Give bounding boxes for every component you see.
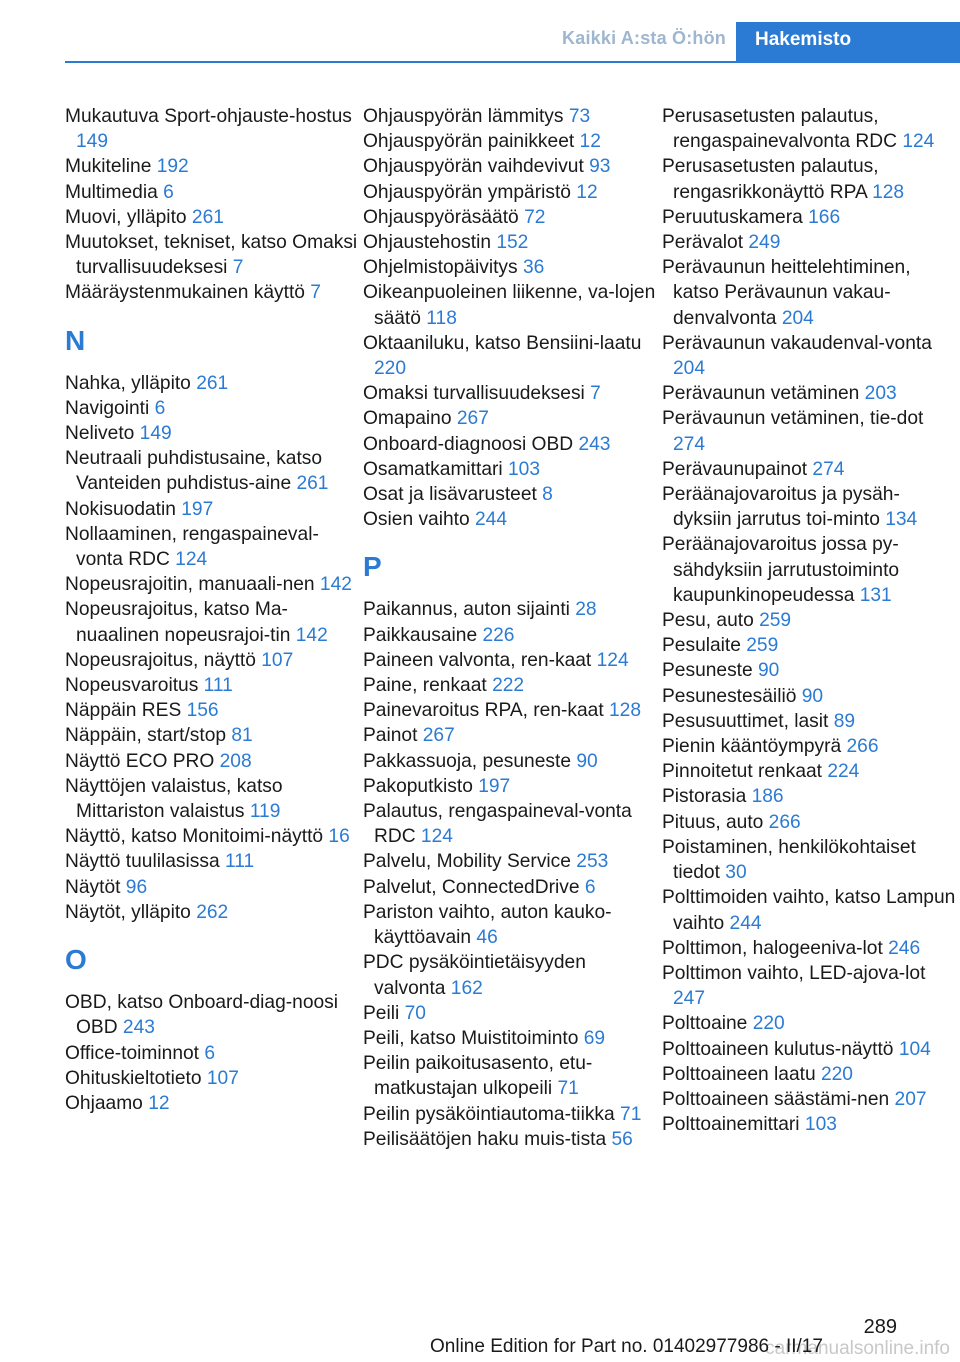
page-link[interactable]: 261 (296, 473, 329, 495)
page-link[interactable]: 103 (508, 458, 541, 480)
page-link[interactable]: 70 (404, 1002, 426, 1024)
index-entry (363, 457, 658, 482)
entry-term: Osamatkamittari (363, 458, 509, 480)
entry-term: Näppäin RES (65, 700, 187, 722)
page-number: 289 (863, 1316, 897, 1338)
index-entry (65, 421, 360, 446)
entry-term: PDC pysäköintietäisyyden valvonta (363, 952, 586, 999)
page-link[interactable]: 72 (524, 206, 546, 228)
index-entry (65, 497, 360, 522)
index-entry (662, 1062, 957, 1087)
index-entry (363, 698, 658, 723)
page-link[interactable]: 203 (864, 383, 897, 405)
entry-term: Ohjauspyöräsäätö (363, 206, 525, 228)
entry-term: Mukautuva Sport-ohjauste-hostus (65, 106, 352, 127)
page-link[interactable]: 142 (319, 574, 352, 596)
page-link[interactable]: 192 (156, 156, 189, 178)
entry-term: Määräystenmukainen käyttö (65, 282, 311, 304)
entry-term: Ohjelmistopäivitys (363, 257, 523, 279)
page-link[interactable]: 197 (478, 775, 511, 797)
entry-term: Peili, katso Muistitoiminto (363, 1027, 584, 1049)
entry-term: Polttoaineen säästämi-nen (662, 1088, 895, 1110)
entry-term: Office-toiminnot (65, 1042, 205, 1064)
entry-term: Polttimon, halogeeniva-lot (662, 937, 889, 959)
entry-term: Peräänajovaroitus jossa py-sähdyksiin jarrutustoiminto kaupunkinopeudessa (662, 534, 900, 606)
entry-term: Polttoainemittari (662, 1114, 805, 1136)
section-letter: O (65, 944, 87, 976)
index-entry (363, 406, 658, 431)
entry-term: Muutokset, tekniset, katso Omaksi turvallisuudeksesi (65, 232, 358, 279)
page-link[interactable]: 118 (426, 307, 457, 329)
index-entry (65, 723, 360, 748)
entry-term: Perävaunun vetäminen, tie-dot (662, 408, 924, 430)
page-link[interactable]: 204 (781, 307, 814, 329)
index-entry (363, 280, 658, 330)
page-link[interactable]: 243 (122, 1017, 155, 1039)
index-entry (363, 849, 658, 874)
index-entry (65, 280, 360, 305)
index-entry (662, 835, 957, 885)
index-entry (662, 230, 957, 255)
page-link[interactable]: 6 (584, 876, 596, 898)
page-link[interactable]: 89 (833, 710, 856, 732)
page-link[interactable]: 152 (496, 232, 529, 254)
entry-term: Nopeusrajoitin, manuaali-nen (65, 574, 320, 596)
page-link[interactable]: 262 (196, 901, 229, 923)
entry-term: Nokisuodatin (65, 498, 182, 520)
index-entry (363, 774, 658, 799)
index-entry (662, 734, 957, 759)
entry-term: Peruutuskamera (662, 206, 809, 228)
entry-term: Oktaaniluku, katso Bensiini-laatu (363, 332, 642, 354)
entry-term: Polttimoiden vaihto, katso Lampun vaihto (662, 887, 956, 934)
page-link[interactable]: 71 (620, 1103, 642, 1125)
page-link[interactable]: 111 (203, 675, 233, 697)
entry-term: Pesunestesäiliö (662, 685, 802, 707)
page-link[interactable]: 224 (827, 761, 860, 783)
header-rule (65, 61, 960, 63)
page-link[interactable]: 16 (328, 826, 350, 848)
index-entry (662, 482, 957, 532)
index-entry (65, 1066, 360, 1091)
index-entry (65, 774, 360, 824)
page-link[interactable]: 7 (590, 383, 601, 405)
entry-term: Ohjauspyörän lämmitys (363, 106, 569, 127)
entry-term: Pesu, auto (662, 610, 760, 632)
index-column-3 (662, 104, 957, 1137)
page-link[interactable]: 36 (522, 257, 545, 279)
page-link[interactable]: 107 (206, 1067, 239, 1089)
entry-term: Painevaroitus RPA, ren-kaat (363, 700, 609, 722)
index-entry (65, 824, 360, 849)
entry-term: Perävaunun heittelehtiminen, katso Perävaunun vakau-denvalvonta (662, 257, 911, 329)
entry-term: Ohjauspyörän ympäristö (363, 181, 577, 203)
page-link[interactable]: 253 (576, 851, 609, 873)
index-entry (662, 784, 957, 809)
section-letter: P (363, 551, 382, 583)
index-entry (65, 522, 360, 572)
index-entry (65, 572, 360, 597)
entry-term: Ohjauspyörän painikkeet (363, 131, 580, 153)
entry-term: Paikannus, auton sijainti (363, 599, 576, 621)
page-link[interactable]: 8 (542, 484, 553, 506)
index-entry (363, 205, 658, 230)
index-entry (662, 759, 957, 784)
entry-term: Pienin kääntöympyrä (662, 736, 847, 758)
page-link[interactable]: 261 (196, 372, 229, 394)
page-link[interactable]: 12 (576, 181, 598, 203)
entry-term: Osat ja lisävarusteet (363, 484, 543, 506)
page-link[interactable]: 90 (801, 685, 824, 707)
entry-term: Paineen valvonta, ren-kaat (363, 649, 597, 671)
page-link[interactable]: 104 (898, 1038, 931, 1060)
entry-term: Ohjaamo (65, 1092, 149, 1114)
entry-term: Polttoaineen laatu (662, 1063, 821, 1085)
index-entry (65, 698, 360, 723)
page-link[interactable]: 111 (224, 851, 255, 873)
page-link[interactable]: 259 (746, 635, 779, 657)
entry-term: Näppäin, start/stop (65, 725, 232, 747)
index-column-2 (363, 104, 658, 1152)
entry-term: Perusasetusten palautus, rengaspainevalvonta RDC (662, 106, 903, 153)
entry-term: Palvelut, ConnectedDrive (363, 876, 585, 898)
index-entry (662, 1087, 957, 1112)
entry-term: Nahka, ylläpito (65, 372, 197, 394)
page-link[interactable]: 7 (310, 282, 321, 304)
entry-term: Peilisäätöjen haku muis-tista (363, 1128, 612, 1150)
page-link[interactable]: 244 (729, 912, 762, 934)
entry-term: Neliveto (65, 423, 140, 445)
index-entry (662, 255, 957, 331)
page-link[interactable]: 81 (231, 725, 253, 747)
entry-term: Omaksi turvallisuudeksesi (363, 383, 591, 405)
entry-term: Peräänajovaroitus ja pysäh-dyksiin jarrutus toi-minto (662, 484, 900, 531)
entry-term: Näyttöjen valaistus, katso Mittariston valaistus (65, 775, 283, 823)
index-entry (363, 648, 658, 673)
entry-term: Pariston vaihto, auton kauko-käyttöavain (363, 901, 612, 949)
page-link[interactable]: 6 (204, 1042, 216, 1064)
index-entry (662, 104, 957, 154)
index-entry (363, 1102, 658, 1127)
page-link[interactable]: 266 (768, 811, 801, 833)
entry-term: Pesusuuttimet, lasit (662, 710, 834, 732)
entry-term: Neutraali puhdistusaine, katso Vanteiden puhdistus-aine (65, 448, 323, 495)
index-column-1 (65, 104, 360, 1116)
entry-term: OBD, katso Onboard-diag-noosi OBD (65, 992, 339, 1039)
page-link[interactable]: 107 (261, 649, 294, 671)
index-entry (363, 875, 658, 900)
index-entry (65, 1091, 360, 1116)
entry-term: Nopeusvaroitus (65, 675, 204, 697)
entry-term: Nopeusrajoitus, katso Ma-nuaalinen nopeusrajoi-tin (65, 599, 296, 646)
index-entry (65, 396, 360, 421)
index-entry (65, 180, 360, 205)
entry-term: Näytöt (65, 876, 126, 898)
edition-footer: Online Edition for Part no. 01402977986 - II/17 (430, 1336, 823, 1357)
entry-term: Perävalot (662, 232, 749, 254)
page-link[interactable]: 208 (219, 750, 252, 772)
page-link[interactable]: 226 (482, 624, 515, 646)
page-link[interactable]: 124 (902, 131, 935, 153)
entry-term: Polttimon vaihto, LED-ajova-lot (662, 962, 926, 984)
index-entry (662, 532, 957, 608)
index-entry (662, 709, 957, 734)
page-link[interactable]: 12 (579, 131, 601, 153)
index-entry (662, 1011, 957, 1036)
index-entry (662, 381, 957, 406)
page-link[interactable]: 96 (125, 876, 148, 898)
entry-term: Palautus, rengaspaineval-vonta RDC (363, 801, 632, 848)
index-entry (662, 1037, 957, 1062)
index-entry (363, 507, 658, 532)
index-entry (662, 608, 957, 633)
page-link[interactable]: 261 (191, 206, 224, 228)
page-link[interactable]: 244 (475, 509, 508, 531)
entry-term: Perävaunun vakaudenval-vonta (662, 332, 932, 354)
page-link[interactable]: 103 (804, 1114, 837, 1136)
entry-term: Nopeusrajoitus, näyttö (65, 649, 262, 671)
index-entry (662, 936, 957, 961)
breadcrumb[interactable]: Kaikki A:sta Ö:hön (562, 28, 726, 48)
page-link[interactable]: 220 (820, 1063, 853, 1085)
page-link[interactable]: 28 (575, 599, 597, 621)
page-link[interactable]: 93 (589, 156, 611, 178)
index-entry (363, 799, 658, 849)
entry-term: Pesulaite (662, 635, 747, 657)
index-entry (363, 432, 658, 457)
index-entry (65, 1041, 360, 1066)
section-letter: N (65, 324, 86, 356)
page-link[interactable]: 30 (725, 862, 747, 884)
index-entry (363, 180, 658, 205)
entry-term: Pituus, auto (662, 811, 769, 833)
index-entry (662, 658, 957, 683)
entry-term: Pakkassuoja, pesuneste (363, 750, 577, 772)
index-entry (65, 371, 360, 396)
index-entry (65, 900, 360, 925)
index-entry (363, 331, 658, 381)
index-entry (662, 205, 957, 230)
page-link[interactable]: 119 (249, 801, 281, 823)
index-entry (363, 597, 658, 622)
index-entry (363, 1051, 658, 1101)
index-entry (363, 900, 658, 950)
page-link[interactable]: 267 (456, 408, 489, 430)
index-entry (65, 673, 360, 698)
index-entry (65, 230, 360, 280)
index-entry (363, 950, 658, 1000)
index-entry (65, 154, 360, 179)
index-entry (65, 749, 360, 774)
page-link[interactable]: 267 (422, 725, 455, 747)
page-link[interactable]: 90 (576, 750, 598, 772)
page-link[interactable]: 204 (673, 358, 706, 380)
index-entry (662, 633, 957, 658)
entry-term: Ohjauspyörän vaihdevivut (363, 156, 590, 178)
entry-term: Onboard-diagnoosi OBD (363, 433, 579, 455)
page-link[interactable]: 249 (748, 232, 781, 254)
index-entry (65, 597, 360, 647)
entry-term: Polttoaine (662, 1013, 753, 1035)
page-link[interactable]: 149 (76, 131, 109, 153)
page-link[interactable]: 128 (609, 700, 642, 722)
page-link[interactable]: 124 (175, 549, 208, 571)
page-link[interactable]: 73 (568, 106, 591, 127)
page-link[interactable]: 247 (673, 988, 706, 1010)
index-entry (363, 255, 658, 280)
page-link[interactable]: 6 (154, 397, 166, 419)
page-link[interactable]: 246 (888, 937, 921, 959)
index-entry (65, 875, 360, 900)
tab-index[interactable]: Hakemisto (736, 22, 960, 63)
entry-term: Perävaunupainot (662, 458, 813, 480)
page-link[interactable]: 6 (163, 181, 174, 203)
index-entry (65, 104, 360, 154)
index-entry (363, 1127, 658, 1152)
page-link[interactable]: 131 (859, 584, 892, 606)
entry-term: Paikkausaine (363, 624, 483, 646)
index-entry (662, 885, 957, 935)
index-entry (662, 331, 957, 381)
entry-term: Näyttö, katso Monitoimi-näyttö (65, 826, 329, 848)
page-link[interactable]: 71 (557, 1078, 579, 1100)
entry-term: Näytöt, ylläpito (65, 901, 197, 923)
page-header (0, 0, 960, 62)
page-link[interactable]: 259 (759, 610, 792, 632)
index-entry (65, 446, 360, 496)
page-link[interactable]: 186 (751, 786, 784, 808)
page-link[interactable]: 142 (295, 624, 328, 646)
entry-term: Pakoputkisto (363, 775, 479, 797)
entry-term: Paine, renkaat (363, 675, 493, 697)
entry-term: Multimedia (65, 181, 164, 203)
page-link[interactable]: 134 (885, 509, 918, 531)
entry-term: Ohituskieltotieto (65, 1067, 207, 1089)
entry-term: Peilin paikoitusasento, etu-matkustajan ulkopeili (363, 1053, 593, 1100)
index-entry (65, 205, 360, 230)
entry-term: Peilin pysäköintiautoma-tiikka (363, 1103, 621, 1125)
page-link[interactable]: 222 (492, 675, 525, 697)
index-entry (363, 129, 658, 154)
entry-term: Näyttö tuulilasissa (65, 851, 225, 873)
index-entry (65, 990, 360, 1040)
entry-term: Muovi, ylläpito (65, 206, 192, 228)
page-link[interactable]: 220 (752, 1013, 785, 1035)
page-link[interactable]: 274 (673, 433, 706, 455)
page-link[interactable]: 46 (476, 927, 498, 949)
index-entry (363, 1026, 658, 1051)
page-link[interactable]: 69 (583, 1027, 606, 1049)
entry-term: Pesuneste (662, 660, 759, 682)
index-entry (662, 154, 957, 204)
page-link[interactable]: 90 (758, 660, 780, 682)
index-entry (363, 723, 658, 748)
entry-term: Peili (363, 1002, 405, 1024)
entry-term: Pistorasia (662, 786, 752, 808)
page-link[interactable]: 149 (139, 423, 172, 445)
entry-term: Poistaminen, henkilökohtaiset tiedot (662, 836, 916, 884)
index-entry (662, 961, 957, 1011)
page-link[interactable]: 124 (596, 649, 629, 671)
index-entry (363, 749, 658, 774)
page-link[interactable]: 162 (450, 977, 483, 999)
page-link[interactable]: 274 (812, 458, 845, 480)
index-entry (662, 684, 957, 709)
entry-term: Perusasetusten palautus, rengasrikkonäyttö RPA (662, 156, 879, 203)
index-entry (65, 849, 360, 874)
page-link[interactable]: 56 (611, 1128, 633, 1150)
entry-term: Navigointi (65, 397, 155, 419)
index-entry (662, 1112, 957, 1137)
index-entry (363, 623, 658, 648)
index-entry (363, 1001, 658, 1026)
page-link[interactable]: 124 (420, 826, 453, 848)
entry-term: Nollaaminen, rengaspaineval-vonta RDC (65, 523, 319, 571)
entry-term: Perävaunun vetäminen (662, 383, 865, 405)
page-link[interactable]: 156 (186, 700, 219, 722)
entry-term: Osien vaihto (363, 509, 475, 531)
index-entry (363, 482, 658, 507)
index-entry (662, 406, 957, 456)
entry-term: Painot (363, 725, 423, 747)
entry-term: Mukiteline (65, 156, 157, 178)
page-link[interactable]: 243 (578, 433, 611, 455)
index-entry (363, 381, 658, 406)
entry-term: Näyttö ECO PRO (65, 750, 220, 772)
watermark: carmanualsonline.info (765, 1338, 950, 1359)
entry-term: Palvelu, Mobility Service (363, 851, 577, 873)
index-entry (363, 673, 658, 698)
page-link[interactable]: 166 (808, 206, 841, 228)
entry-term: Polttoaineen kulutus-näyttö (662, 1038, 899, 1060)
entry-term: Oikeanpuoleinen liikenne, va-lojen säätö (363, 282, 656, 329)
page-link[interactable]: 128 (872, 181, 905, 203)
index-entry (662, 810, 957, 835)
entry-term: Pinnoitetut renkaat (662, 761, 828, 783)
index-entry (363, 104, 658, 129)
entry-term: Omapaino (363, 408, 457, 430)
entry-term: Ohjaustehostin (363, 232, 497, 254)
page-link[interactable]: 7 (232, 257, 244, 279)
index-entry (363, 154, 658, 179)
page-link[interactable]: 197 (181, 498, 214, 520)
page-link[interactable]: 266 (846, 736, 879, 758)
index-entry (65, 648, 360, 673)
page-link[interactable]: 220 (374, 358, 407, 380)
page-link[interactable]: 12 (148, 1092, 170, 1114)
index-entry (662, 457, 957, 482)
page-link[interactable]: 207 (894, 1088, 927, 1110)
index-entry (363, 230, 658, 255)
